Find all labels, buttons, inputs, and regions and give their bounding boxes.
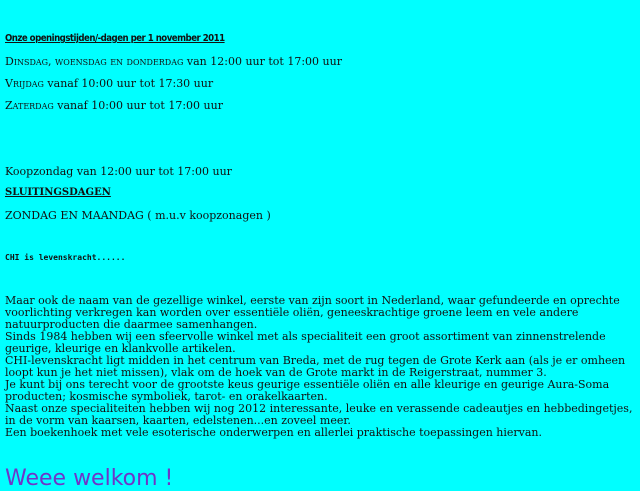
hours-row-friday [5,77,213,90]
paragraph-line: Maar ook de naam van de gezellige winkel, eerste van zijn soort in Nederland, waar gefundeerde en oprechte voorlichting verkregen kan worden over essentiële oliën, geneeskrachtige groene leem en vele andere natuurproducten die daarmee samenhangen. [5,294,620,331]
paragraph-line: Sinds 1984 hebben wij een sfeervolle winkel met als specialiteit een groot assortiment van zinnenstrelende geurige, kleurige en klankvolle artikelen. [5,330,606,355]
hours-row-saturday [5,99,223,112]
hours-time: vanaf 10:00 uur tot 17:30 uur [47,77,214,90]
closing-days-title: SLUITINGSDAGEN [5,187,111,198]
hours-day: Dinsdag, woensdag en donderdag [5,55,184,68]
welcome-heading: Weee welkom ! [5,466,174,491]
about-paragraph [5,295,635,439]
opening-hours-title: Onze openingstijden/-dagen per 1 november 2011 [5,33,225,44]
hours-time: vanaf 10:00 uur tot 17:00 uur [57,99,223,112]
paragraph-line: CHI-levenskracht ligt midden in het centrum van Breda, met de rug tegen de Grote Kerk aan (als je er omheen loopt kun je het niet missen), vlak om de hoek van de Grote markt in de Reigerstraat, nummer 3. [5,354,626,379]
paragraph-line: Een boekenhoek met vele esoterische onderwerpen en allerlei praktische toepassingen hiervan. [5,426,543,439]
hours-time: van 12:00 uur tot 17:00 uur [186,55,342,68]
closing-days-text: ZONDAG EN MAANDAG ( m.u.v koopzonagen ) [5,209,271,222]
koopzondag-hours: Koopzondag van 12:00 uur tot 17:00 uur [5,165,232,178]
hours-day: Zaterdag [5,99,54,112]
hours-day: Vrijdag [5,77,44,90]
hours-row-tue-thu [5,55,342,68]
paragraph-line: Je kunt bij ons terecht voor de grootste keus geurige essentiële oliën en alle kleurige en geurige Aura-Soma producten; kosmische symboliek, tarot- en orakelkaarten. [5,378,610,403]
chi-heading: CHI is levenskracht...... [5,253,126,262]
paragraph-line: Naast onze specialiteiten hebben wij nog 2012 interessante, leuke en verassende cadeautjes en hebbedingetjes, in de vorm van kaarsen, kaarten, edelstenen...en zoveel meer. [5,402,633,427]
